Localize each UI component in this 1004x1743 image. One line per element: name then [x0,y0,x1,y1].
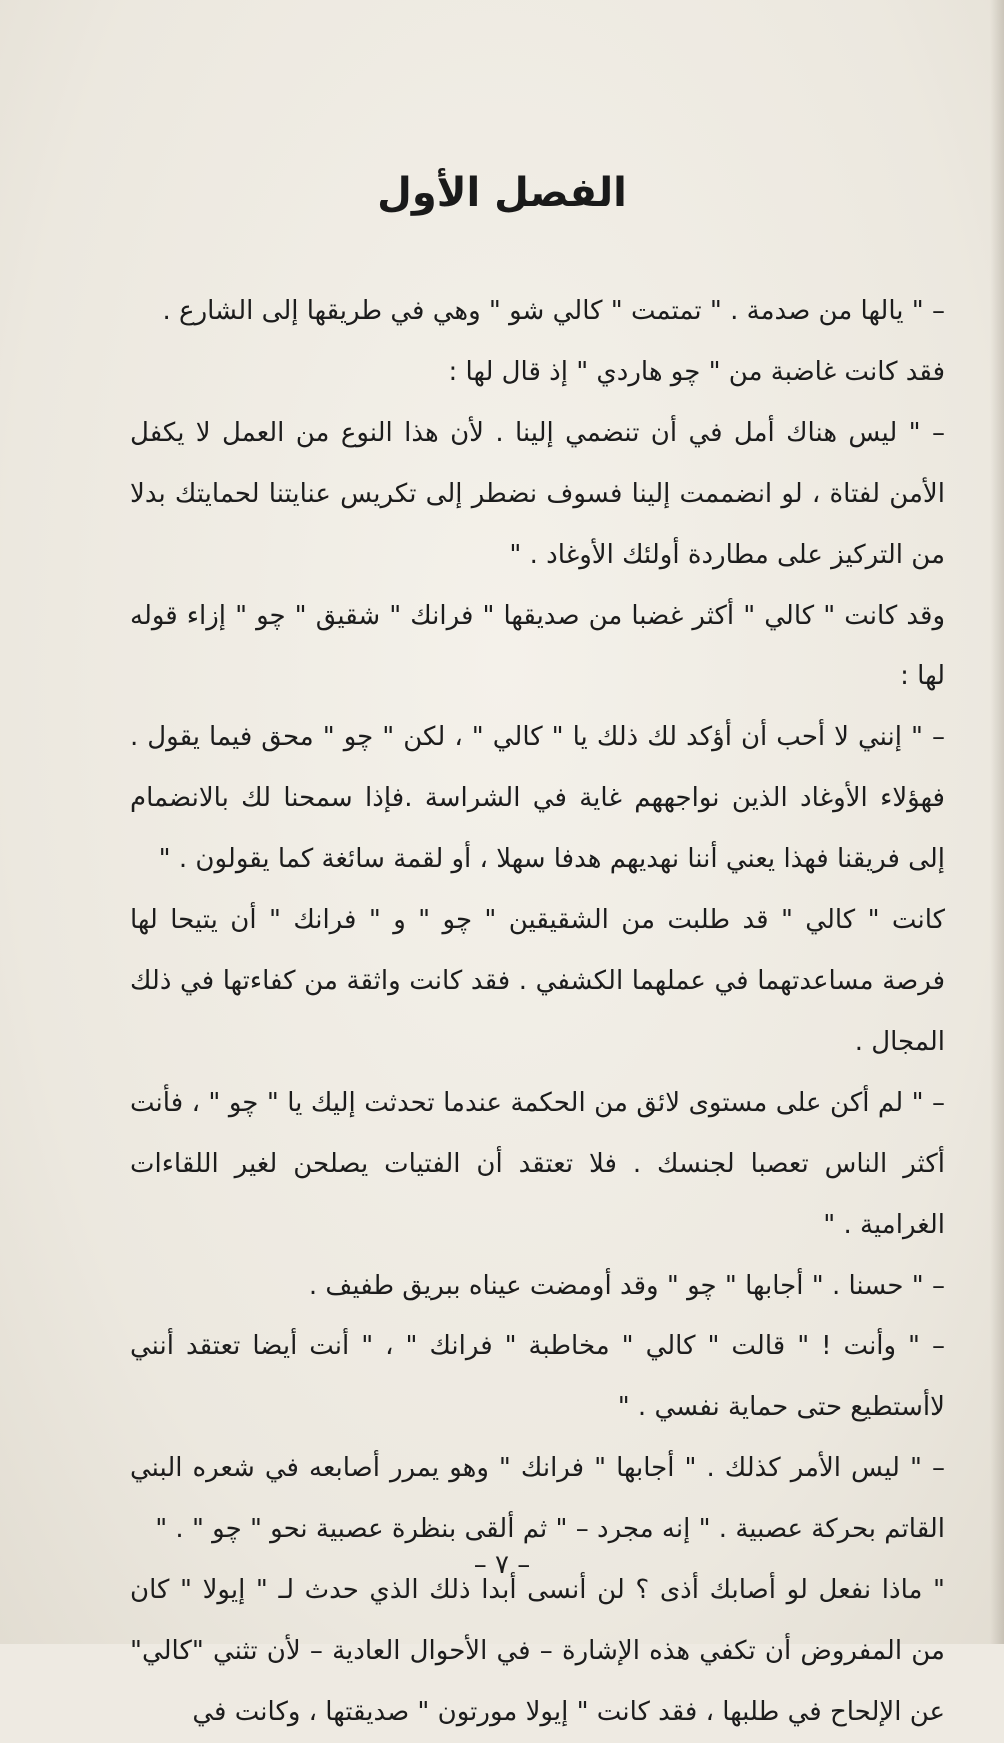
paragraph-1: – " يالها من صدمة . " تمتمت " كالي شو " وهي في طريقها إلى الشارع . [162,296,945,326]
paragraph-4: وقد كانت " كالي " أكثر غضبا من صديقها " فرانك " شقيق " چو " إزاء قوله لها : [130,600,945,692]
paragraph-6: كانت " كالي " قد طلبت من الشقيقين " چو " و " فرانك " أن يتيحا لها فرصة مساعدتهما في عملهما الكشفي . فقد كانت واثقة من كفاءتها في ذلك المجال . [130,905,945,1057]
chapter-title: الفصل الأول [377,170,627,216]
paragraph-2: فقد كانت غاضبة من " چو هاردي " إذ قال لها : [448,356,945,387]
paragraph-5: – " إنني لا أحب أن أؤكد لك ذلك يا " كالي " ، لكن " چو " محق فيما يقول . فهؤلاء الأوغاد الذين نواجههم غاية في الشراسة .فإذا سمحنا لك بالانضمام إلى فريقنا فهذا يعني أننا نهديهم هدفا سهلا ، أو لقمة سائغة كما يقولون . " [130,722,945,875]
page-number: – ٧ – [473,1550,531,1580]
paragraph-11: " ماذا نفعل لو أصابك أذى ؟ لن أنسى أبدا ذلك الذي حدث لـ " إيولا " كان من المفروض أن تكفي هذه الإشارة – في الأحوال العادية – لأن تثني "كالي" عن الإلحاح في طلبها ، فقد كانت " إيولا مورتون " صديقتها ، وكانت في [130,1575,945,1727]
paragraph-3: – " ليس هناك أمل في أن تنضمي إلينا . لأن هذا النوع من العمل لا يكفل الأمن لفتاة ، لو انضممت إلينا فسوف نضطر إلى تكريس عنايتنا لحمايتك بدلا من التركيز على مطاردة أولئك الأوغاد . " [130,417,945,570]
paragraph-10: – " ليس الأمر كذلك . " أجابها " فرانك " وهو يمرر أصابعه في شعره البني القاتم بحركة عصبية . " إنه مجرد – " ثم ألقى بنظرة عصبية نحو " چو " . " [130,1453,945,1545]
paragraph-7: – " لم أكن على مستوى لائق من الحكمة عندما تحدثت إليك يا " چو " ، فأنت أكثر الناس تعصبا لجنسك . فلا تعتقد أن الفتيات يصلحن لغير اللقاءات الغرامية . " [130,1087,945,1240]
paragraph-9: – " وأنت ! " قالت " كالي " مخاطبة " فرانك " ، " أنت أيضا تعتقد أنني لاأستطيع حتى حماية نفسي . " [130,1331,945,1423]
chapter-body [130,281,945,1743]
page-edge-shadow [990,0,1004,1644]
paragraph-8: – " حسنا . " أجابها " چو " وقد أومضت عيناه ببريق طفيف . [308,1270,945,1301]
